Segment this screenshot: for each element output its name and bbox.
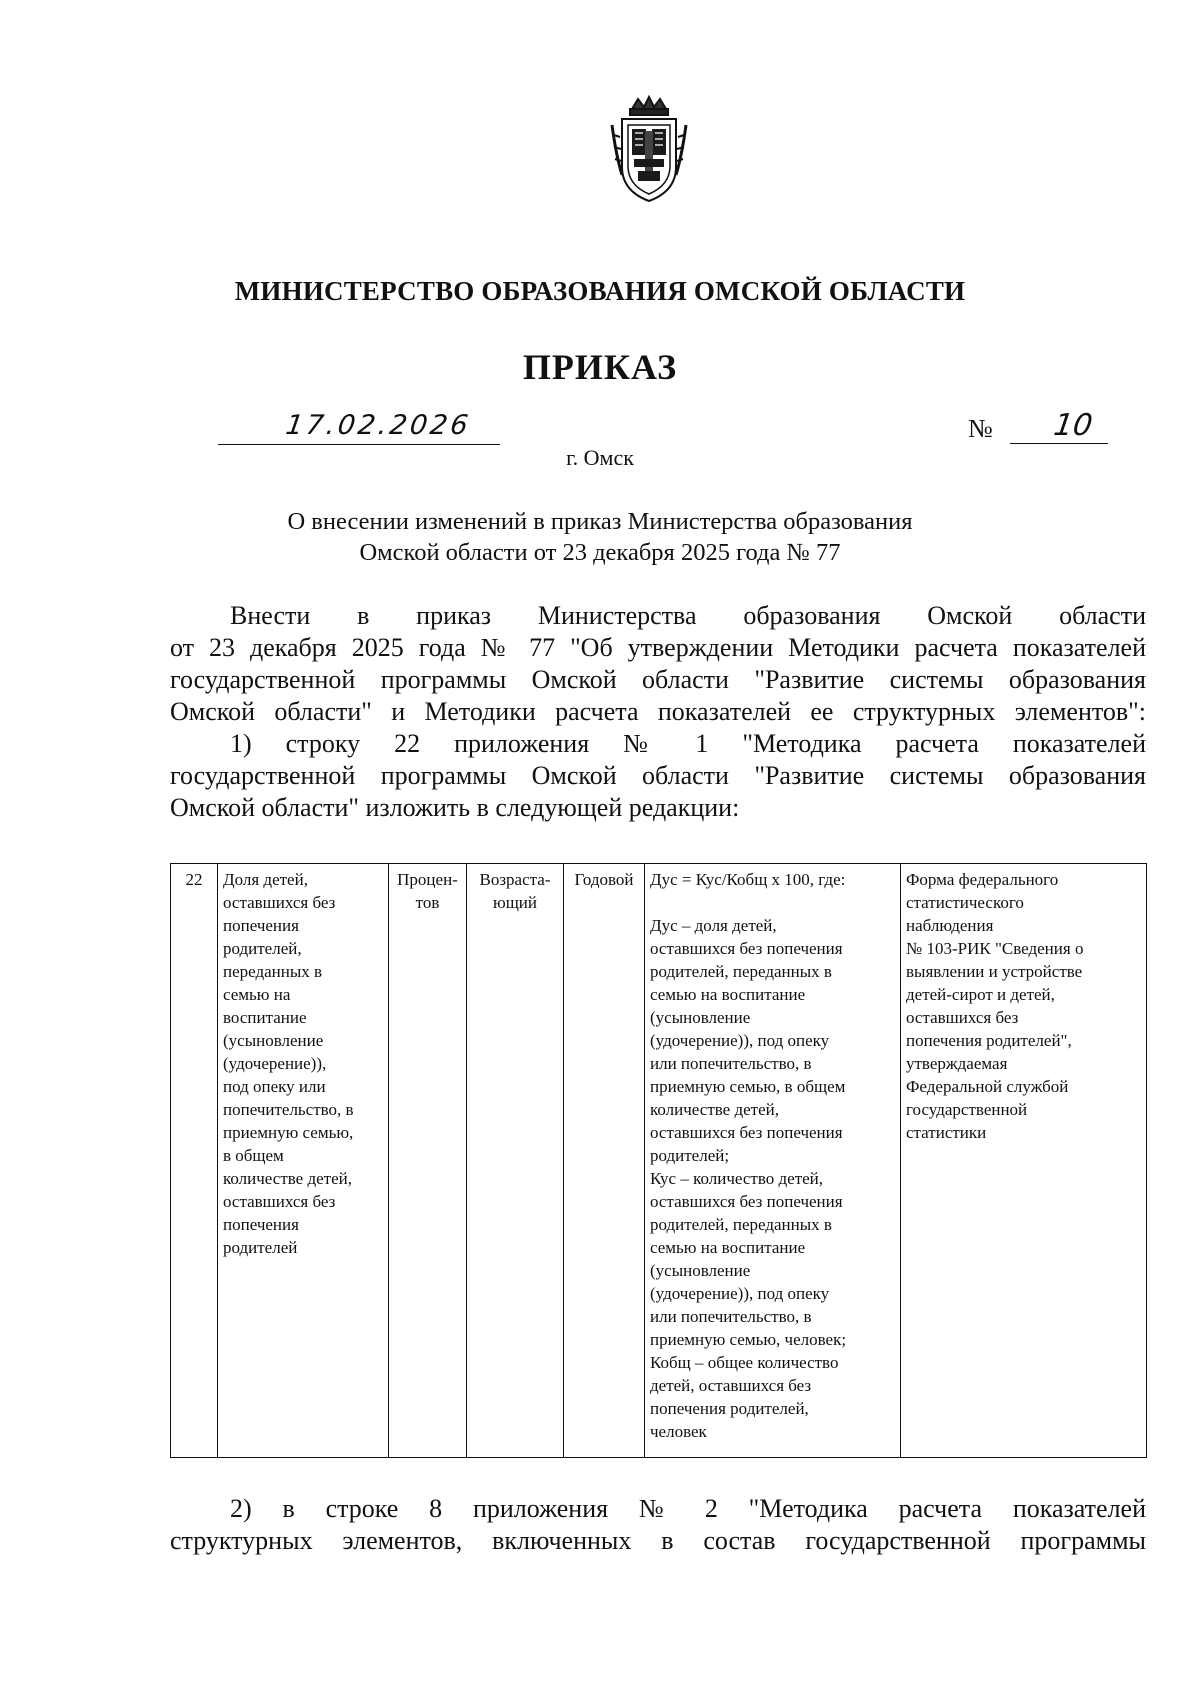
ministry-name: МИНИСТЕРСТВО ОБРАЗОВАНИЯ ОМСКОЙ ОБЛАСТИ (234, 276, 966, 306)
order-date-field (218, 410, 500, 445)
text-line: Внести в приказ Министерства образования Омской области (230, 601, 1146, 630)
order-date: 17.02.2026 (283, 410, 473, 441)
text-line: структурных элементов, включенных в состав государственной программы (170, 1526, 1146, 1555)
text-line: от 23 декабря 2025 года № 77 "Об утверждении Методики расчета показателей (170, 633, 1146, 662)
intro-paragraph (170, 600, 1146, 824)
periodicity-cell: Годовой (564, 864, 645, 1458)
city: г. Омск (566, 445, 634, 470)
coat-of-arms-icon (608, 95, 690, 205)
source-cell: Форма федерального статистического наблюдения № 103-РИК "Сведения о выявлении и устройстве детей-сирот и детей, оставшихся без попечения родителей", утверждаемая Федеральной службой государственной статистики (901, 864, 1147, 1458)
row-number: 22 (171, 864, 218, 1458)
number-sign: № (968, 414, 993, 443)
table-row (171, 864, 1147, 1458)
subject-line: Омской области от 23 декабря 2025 года № 77 (359, 539, 841, 566)
indicator-name-cell: Доля детей, оставшихся без попечения родителей, переданных в семью на воспитание (усыновление (удочерение)), под опеку или попечительство, в приемную семью, в общем количестве детей, оставшихся без попечения родителей (218, 864, 389, 1458)
order-number-field (968, 410, 1108, 444)
order-number: 10 (1051, 408, 1095, 443)
text-line: Омской области" изложить в следующей редакции: (170, 793, 740, 822)
item2-paragraph (170, 1493, 1146, 1557)
formula-cell: Дус = Кус/Кобщ х 100, где: Дус – доля детей, оставшихся без попечения родителей, переданных в семью на воспитание (усыновление (удочерение)), под опеку или попечительство, в приемную семью, в общем количестве детей, оставшихся без попечения родителей; Кус – количество детей, оставшихся без попечения родителей, переданных в семью на воспитание (усыновление (удочерение)), под опеку или попечительство, в приемную семью, человек; Кобщ – общее количество детей, оставшихся без попечения родителей, человек (645, 864, 901, 1458)
text-line: государственной программы Омской области "Развитие системы образования (170, 665, 1146, 694)
document-type: ПРИКАЗ (522, 347, 678, 387)
trend-cell: Возраста- ющий (467, 864, 564, 1458)
text-line: 1) строку 22 приложения № 1 "Методика расчета показателей (230, 729, 1146, 758)
unit-cell: Процен- тов (389, 864, 467, 1458)
text-line: 2) в строке 8 приложения № 2 "Методика расчета показателей (230, 1494, 1146, 1523)
subject-line: О внесении изменений в приказ Министерства образования (287, 508, 913, 535)
indicator-table (170, 863, 1147, 1458)
text-line: государственной программы Омской области "Развитие системы образования (170, 761, 1146, 790)
order-subject (0, 506, 1200, 568)
text-line: Омской области" и Методики расчета показателей ее структурных элементов": (170, 697, 1146, 726)
